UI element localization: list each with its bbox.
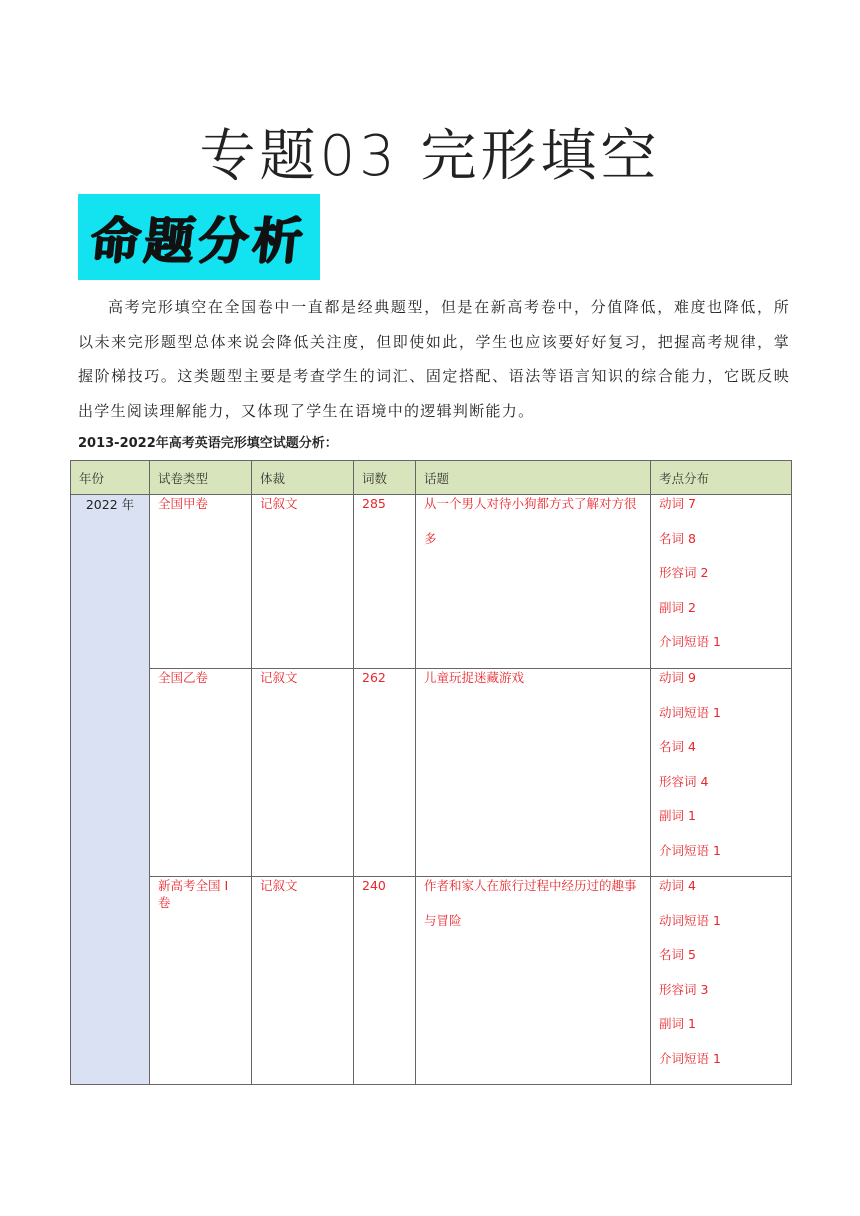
paper-text: 全国甲卷	[158, 496, 209, 511]
point-item: 形容词 3	[659, 981, 709, 997]
point-item: 动词短语 1	[659, 704, 721, 720]
header-points: 考点分布	[651, 461, 792, 495]
point-item: 介词短语 1	[659, 634, 721, 649]
points-cell	[651, 877, 792, 1085]
genre-cell	[252, 669, 354, 877]
point-item: 介词短语 1	[659, 842, 721, 858]
year-cell: 2022 年	[71, 495, 150, 1085]
point-item: 形容词 2	[659, 565, 709, 580]
point-item: 副词 1	[659, 1016, 696, 1031]
header-word-count: 词数	[354, 461, 416, 495]
point-item: 动词 4	[659, 878, 696, 893]
words-cell	[354, 495, 416, 669]
intro-paragraph: 高考完形填空在全国卷中一直都是经典题型，但是在新高考卷中，分值降低，难度也降低，所以未来完形题型总体来说会降低关注度，但即使如此，学生也应该要好好复习，把握高考规律，掌握阶梯技巧。这类题型主要是考查学生的词汇、固定搭配、语法等语言知识的综合能力，它既反映出学生阅读理解能力，又体现了学生在语境中的逻辑判断能力。	[78, 298, 790, 420]
header-topic: 话题	[416, 461, 651, 495]
topic-cell	[416, 669, 651, 877]
document-title: 专题03 完形填空	[199, 124, 661, 189]
point-item: 名词 8	[659, 530, 696, 546]
topic-cell	[416, 877, 651, 1085]
topic-cell	[416, 495, 651, 669]
point-item: 名词 5	[659, 947, 696, 962]
section-banner-text: 命题分析	[87, 211, 310, 270]
genre-cell	[252, 495, 354, 669]
words-cell	[354, 669, 416, 877]
genre-cell	[252, 877, 354, 1085]
words-cell	[354, 877, 416, 1085]
genre-text: 记叙文	[260, 878, 298, 893]
header-genre: 体裁	[252, 461, 354, 495]
words-text: 285	[362, 496, 386, 511]
point-item: 动词短语 1	[659, 912, 721, 928]
analysis-table	[70, 460, 792, 1085]
table-caption: 2013-2022年高考英语完形填空试题分析：	[78, 436, 338, 451]
topic-text: 儿童玩捉迷藏游戏	[424, 670, 525, 685]
paper-text: 全国乙卷	[158, 670, 209, 685]
paper-cell	[150, 495, 252, 669]
table-row	[71, 669, 792, 877]
point-item: 副词 2	[659, 599, 696, 615]
words-text: 262	[362, 670, 386, 685]
points-cell	[651, 669, 792, 877]
words-text: 240	[362, 878, 386, 893]
section-banner	[78, 194, 320, 280]
point-item: 形容词 4	[659, 773, 709, 789]
table-row	[71, 877, 792, 1085]
genre-text: 记叙文	[260, 670, 298, 685]
topic-text: 作者和家人在旅行过程中经历过的趣事与冒险	[424, 878, 637, 928]
points-cell	[651, 495, 792, 669]
header-year: 年份	[71, 461, 150, 495]
point-item: 副词 1	[659, 808, 696, 823]
table-row	[71, 495, 792, 669]
point-item: 名词 4	[659, 739, 696, 754]
paper-cell	[150, 877, 252, 1085]
paper-cell	[150, 669, 252, 877]
genre-text: 记叙文	[260, 496, 298, 511]
header-paper-type: 试卷类型	[150, 461, 252, 495]
paper-text: 新高考全国 I 卷	[158, 878, 229, 910]
point-item: 动词 7	[659, 496, 696, 511]
topic-text: 从一个男人对待小狗都方式了解对方很多	[424, 496, 637, 546]
point-item: 动词 9	[659, 670, 696, 685]
point-item: 介词短语 1	[659, 1050, 721, 1066]
